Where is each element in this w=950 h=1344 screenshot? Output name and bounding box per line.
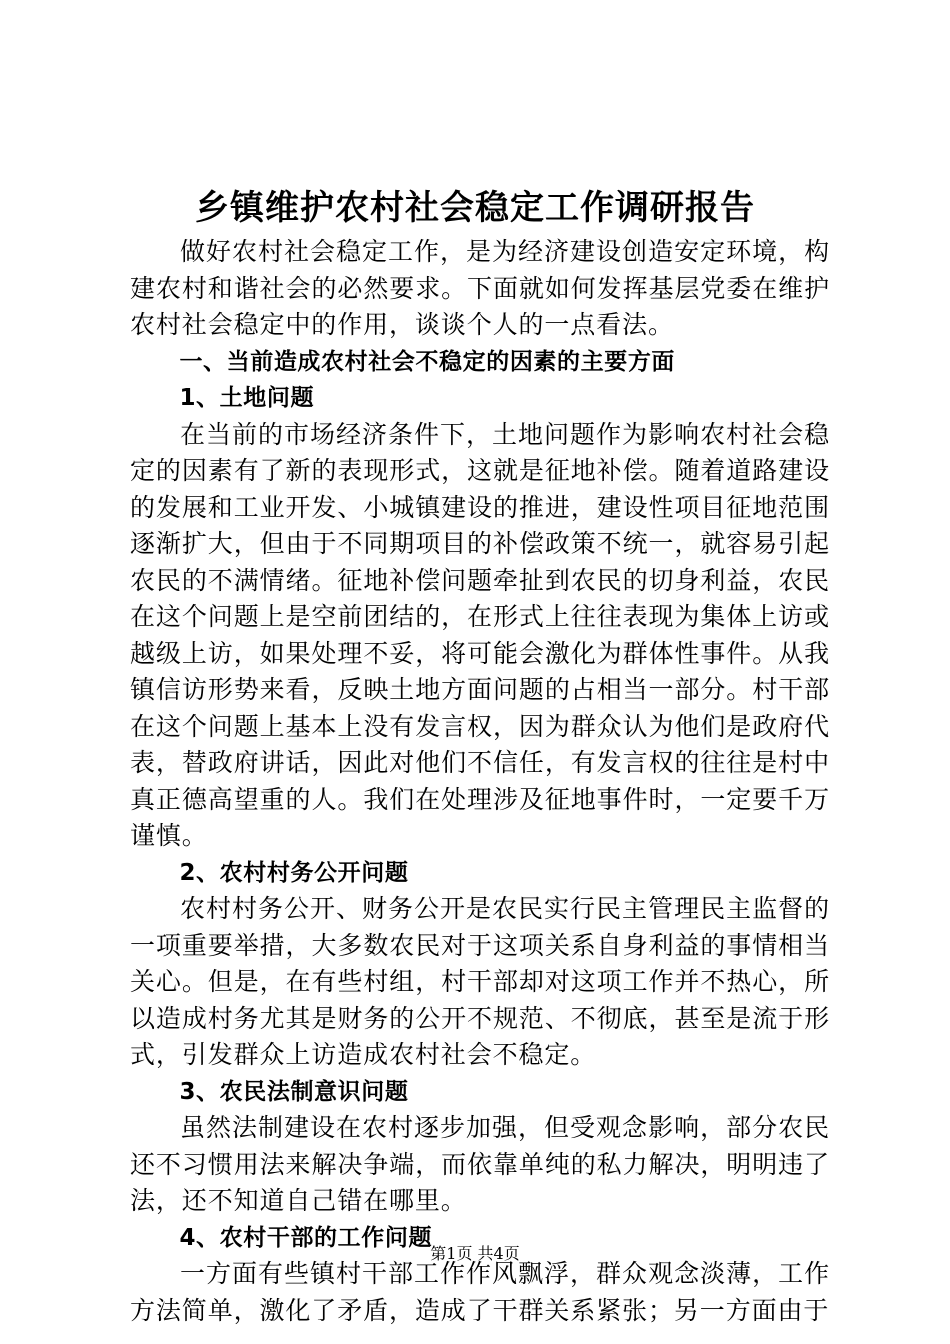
intro-paragraph: 做好农村社会稳定工作，是为经济建设创造安定环境，构建农村和谐社会的必然要求。下面就如何发挥基层党委在维护农村社会稳定中的作用，谈谈个人的一点看法。 <box>130 237 830 339</box>
document-title: 乡镇维护农村社会稳定工作调研报告 <box>195 188 755 228</box>
subsection-heading-land: 1、土地问题 <box>179 385 315 411</box>
paragraph-land: 在当前的市场经济条件下，土地问题作为影响农村社会稳定的因素有了新的表现形式，这就是征地补偿。随着道路建设的发展和工业开发、小城镇建设的推进，建设性项目征地范围逐渐扩大，但由于不同期项目的补偿政策不统一，就容易引起农民的不满情绪。征地补偿问题牵扯到农民的切身利益，农民在这个问题上是空前团结的，在形式上往往表现为集体上访或越级上访，如果处理不妥，将可能会激化为群体性事件。从我镇信访形势来看，反映土地方面问题的占相当一部分。村干部在这个问题上基本上没有发言权，因为群众认为他们是政府代表，替政府讲话，因此对他们不信任，有发言权的往往是村中真正德高望重的人。我们在处理涉及征地事件时，一定要千万谨慎。 <box>130 419 830 850</box>
document-body <box>130 234 830 1329</box>
subsection-heading-legal-awareness: 3、农民法制意识问题 <box>179 1078 409 1105</box>
paragraph-legal-awareness: 虽然法制建设在农村逐步加强，但受观念影响，部分农民还不习惯用法来解决争端，而依靠单纯的私力解决，明明违了法，还不知道自己错在哪里。 <box>130 1113 830 1215</box>
section-heading-1: 一、当前造成农村社会不稳定的因素的主要方面 <box>179 348 676 375</box>
subsection-heading-village-affairs: 2、农村村务公开问题 <box>179 859 409 886</box>
paragraph-village-affairs: 农村村务公开、财务公开是农民实行民主管理民主监督的一项重要举措，大多数农民对于这项关系自身利益的事情相当关心。但是，在有些村组，村干部却对这项工作并不热心，所以造成村务尤其是财务的公开不规范、不彻底，甚至是流于形式，引发群众上访造成农村社会不稳定。 <box>130 894 830 1069</box>
subsection-heading-cadre-work: 4、农村干部的工作问题 <box>179 1224 433 1251</box>
page-number-footer: 第1页 共4页 <box>430 1244 520 1263</box>
paragraph-cadre-work: 一方面有些镇村干部工作作风飘浮，群众观念淡薄，工作方法简单，激化了矛盾，造成了干群关系紧张；另一方面由于 <box>130 1259 830 1325</box>
